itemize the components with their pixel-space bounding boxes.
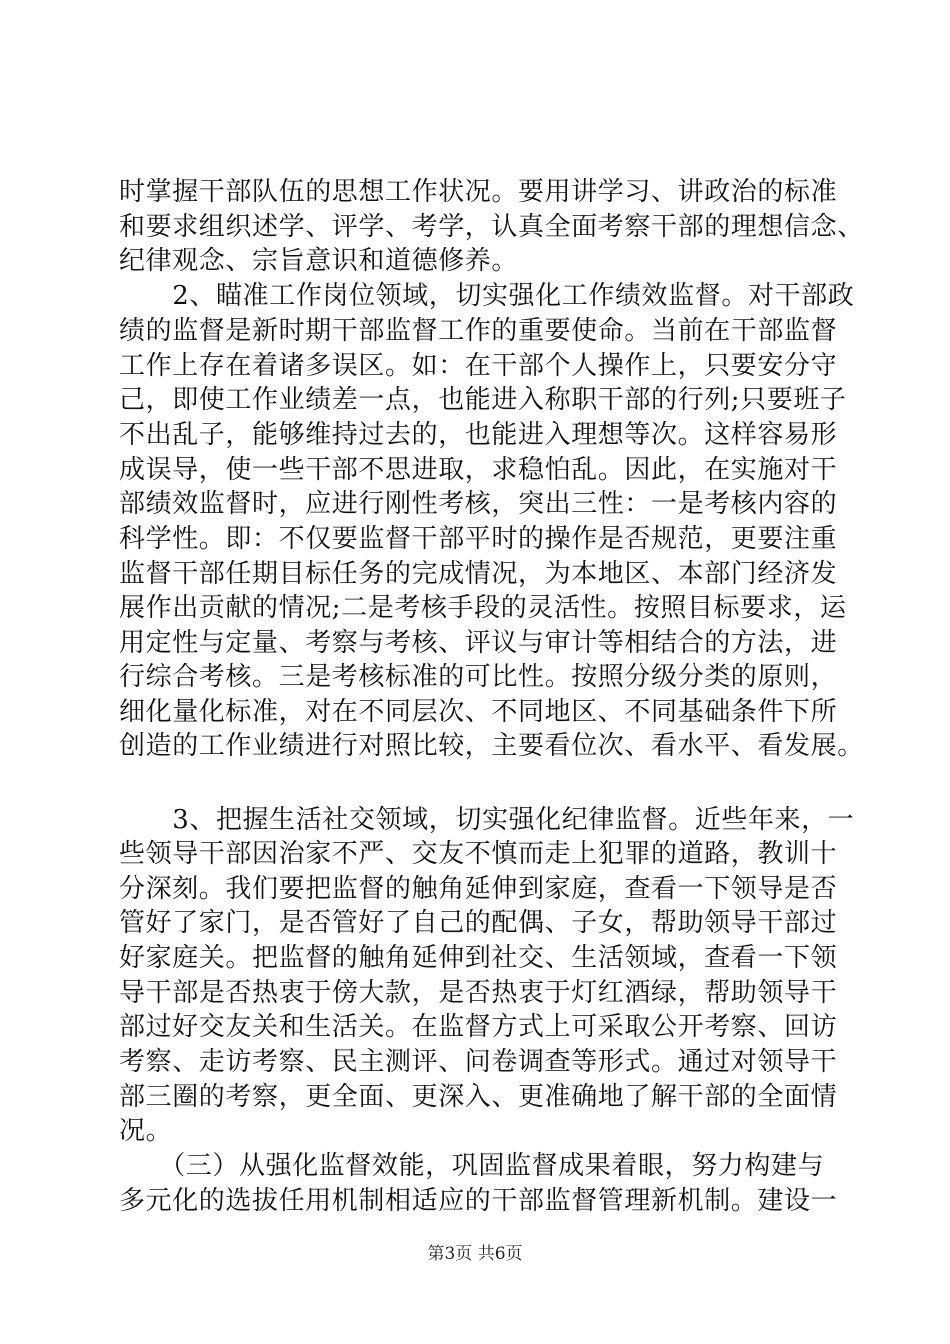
body-text-line: 考察、走访考察、民主测评、问卷调查等形式。通过对领导干 [119,1047,838,1077]
body-text-line: 行综合考核。三是考核标准的可比性。按照分级分类的原则， [119,662,838,692]
body-text-line: 纪律观念、宗旨意识和道德修养。 [119,246,519,276]
body-text-line: 展作出贡献的情况;二是考核手段的灵活性。按照目标要求，运 [119,593,847,623]
body-text-line: 些领导干部因治家不严、交友不慎而走上犯罪的道路，教训十 [119,839,838,869]
body-text-line: 和要求组织述学、评学、考学，认真全面考察干部的理想信念、 [119,212,864,242]
body-text-line: 监督干部任期目标任务的完成情况，为本地区、本部门经济发 [119,559,838,589]
body-text-line: 多元化的选拔任用机制相适应的干部监督管理新机制。建设一 [119,1186,838,1216]
body-text-line: 3、把握生活社交领域，切实强化纪律监督。近些年来，一 [119,805,855,835]
body-text-line: 己，即使工作业绩差一点，也能进入称职干部的行列;只要班子 [119,385,847,415]
body-text-line: 创造的工作业绩进行对照比较，主要看位次、看水平、看发展。 [119,731,864,761]
body-text-line: 部绩效监督时，应进行刚性考核，突出三性：一是考核内容的 [119,489,838,519]
page-number-footer: 第3页 共6页 [427,1244,523,1264]
body-text-line: 绩的监督是新时期干部监督工作的重要使命。当前在干部监督 [119,316,838,346]
body-text-line: 部过好交友关和生活关。在监督方式上可采取公开考察、回访 [119,1012,838,1042]
body-text-line: 2、瞄准工作岗位领域，切实强化工作绩效监督。对干部政 [119,281,855,311]
body-text-line: 时掌握干部队伍的思想工作状况。要用讲学习、讲政治的标准 [119,177,838,207]
body-text-line: （三）从强化监督效能，巩固监督成果着眼，努力构建与 [119,1151,825,1181]
body-text-line: 不出乱子，能够维持过去的，也能进入理想等次。这样容易形 [119,420,838,450]
body-text-line: 工作上存在着诸多误区。如：在干部个人操作上，只要安分守 [119,351,838,381]
body-text-line: 况。 [119,1116,173,1146]
body-text-line: 导干部是否热衷于傍大款，是否热衷于灯红酒绿，帮助领导干 [119,978,838,1008]
body-text-line: 好家庭关。把监督的触角延伸到社交、生活领域，查看一下领 [119,943,838,973]
body-text-line: 科学性。即：不仅要监督干部平时的操作是否规范，更要注重 [119,524,838,554]
body-text-line: 细化量化标准，对在不同层次、不同地区、不同基础条件下所 [119,697,838,727]
body-text-line: 管好了家门，是否管好了自己的配偶、子女，帮助领导干部过 [119,908,838,938]
body-text-line: 成误导，使一些干部不思进取，求稳怕乱。因此，在实施对干 [119,455,838,485]
body-text-line: 部三圈的考察，更全面、更深入、更准确地了解干部的全面情 [119,1082,838,1112]
body-text-line: 分深刻。我们要把监督的触角延伸到家庭，查看一下领导是否 [119,874,838,904]
body-text-line: 用定性与定量、考察与考核、评议与审计等相结合的方法，进 [119,628,838,658]
